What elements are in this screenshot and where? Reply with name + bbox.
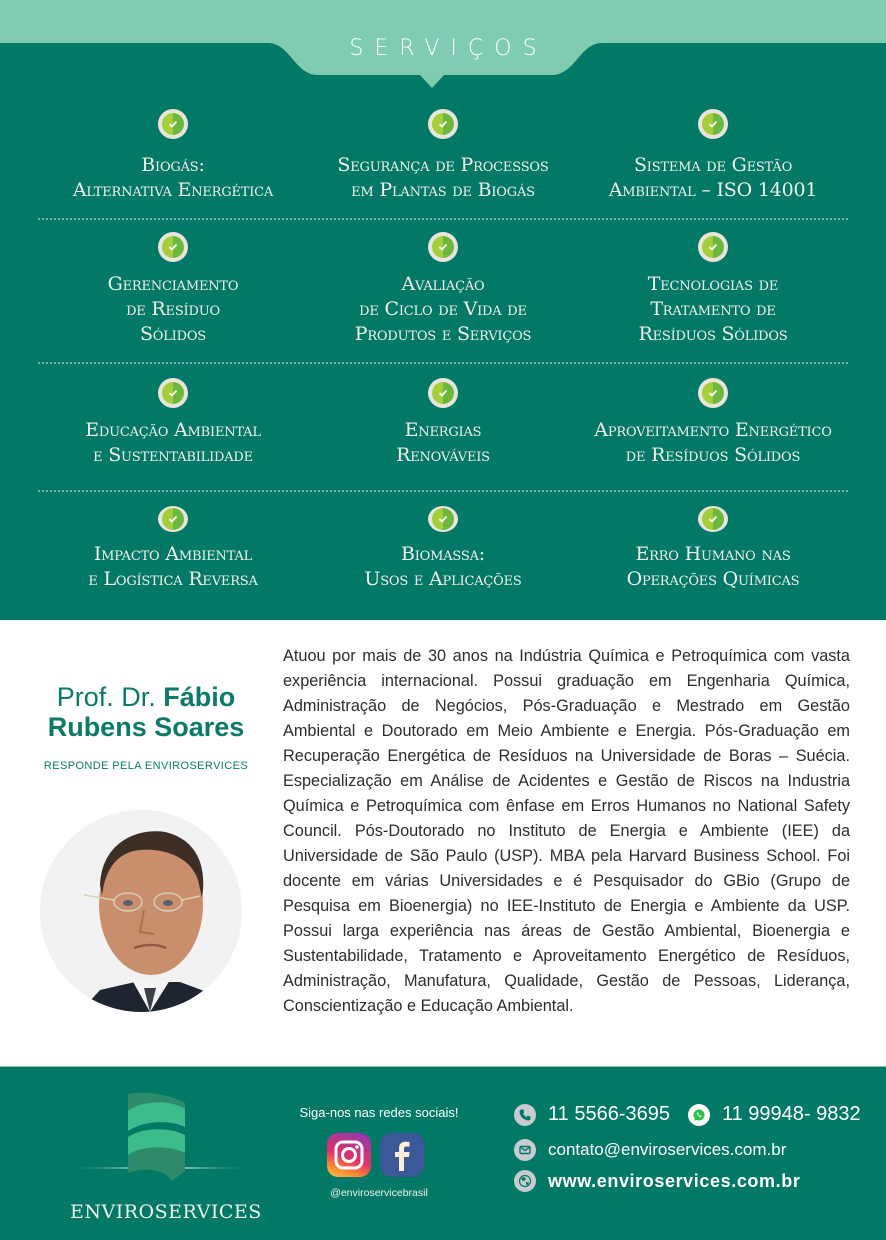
services-row bbox=[38, 220, 848, 364]
email-icon bbox=[514, 1139, 536, 1161]
portrait-illustration bbox=[40, 810, 242, 1012]
check-circle-icon bbox=[698, 378, 728, 408]
check-circle-icon bbox=[158, 506, 188, 532]
service-label: Tecnologias de Tratamento de Resíduos Sólidos bbox=[638, 273, 788, 345]
email-address[interactable]: contato@enviroservices.com.br bbox=[548, 1140, 787, 1159]
name-first: Fábio bbox=[163, 682, 236, 712]
footer bbox=[0, 1066, 886, 1240]
service-item bbox=[38, 104, 308, 220]
whatsapp-icon bbox=[688, 1104, 710, 1126]
services-row bbox=[38, 364, 848, 492]
services-title: SERVIÇOS bbox=[349, 36, 548, 61]
check-circle-icon bbox=[428, 232, 458, 262]
service-label: Sistema de Gestão Ambiental – ISO 14001 bbox=[608, 154, 818, 201]
social-handle[interactable]: @enviroservicebrasil bbox=[330, 1187, 428, 1199]
check-circle-icon bbox=[158, 232, 188, 262]
logo-text: ENVIROSERVICES bbox=[70, 1201, 262, 1223]
check-circle-icon bbox=[428, 506, 458, 532]
instagram-icon[interactable] bbox=[327, 1133, 371, 1177]
globe-icon bbox=[514, 1170, 536, 1192]
check-circle-icon bbox=[428, 378, 458, 408]
service-item bbox=[38, 492, 308, 592]
service-item bbox=[578, 492, 848, 592]
website-link[interactable]: www.enviroservices.com.br bbox=[548, 1170, 801, 1191]
profile-bio: Atuou por mais de 30 anos na Indústria Química e Petroquímica com vasta experiência internacional. Possui graduação em Engenharia Química, Administração de Negócios, Pós-Graduação e Mestrado em Gestão Ambiental e Doutorado em Meio Ambiente e Energia. Pós-Graduação em Recuperação Energética de Resíduos na Universidade de Boras – Suécia. Especialização em Análise de Acidentes e Gestão de Riscos na Industria Química e Petroquímica com ênfase em Erros Humanos no National Safety Council. Pós-Doutorado no Instituto de Energia e Ambiente (IEE) da Universidade de São Paulo (USP). MBA pela Harvard Business School. Foi docente em várias Universidades e é Pesquisador do GBio (Grupo de Pesquisa em Bioenergia) no IEE-Instituto de Energia e Ambiente da USP. Possui larga experiência nas áreas de Gestão Ambiental, Bioenergia e Sustentabilidade, Tratamento e Aproveitamento Energético de Resíduos, Administração, Manufatura, Qualidade, Gestão de Pessoas, Liderança, Conscientização e Educação Ambiental. bbox=[283, 647, 850, 1015]
check-circle-icon bbox=[698, 506, 728, 532]
service-item bbox=[578, 364, 848, 492]
service-label: Biogás: Alternativa Energética bbox=[72, 154, 274, 201]
check-circle-icon bbox=[158, 109, 188, 139]
phone-number[interactable]: 11 5566-3695 bbox=[548, 1103, 670, 1125]
services-grid bbox=[38, 104, 848, 592]
service-item bbox=[578, 104, 848, 220]
email-row bbox=[514, 1139, 786, 1161]
service-label: Avaliação de Ciclo de Vida de Produtos e Serviços bbox=[354, 273, 532, 345]
facebook-icon[interactable] bbox=[380, 1133, 424, 1177]
profile-role: RESPONDE PELA ENVIROSERVICES bbox=[43, 760, 249, 772]
profile-photo bbox=[40, 810, 242, 1012]
service-label: Impacto Ambiental e Logística Reversa bbox=[88, 543, 258, 590]
phone-icon bbox=[514, 1104, 536, 1126]
service-item bbox=[308, 492, 578, 592]
service-item bbox=[38, 364, 308, 492]
check-circle-icon bbox=[428, 109, 458, 139]
service-label: Segurança de Processos em Plantas de Biogás bbox=[337, 154, 549, 201]
service-item bbox=[38, 220, 308, 364]
service-item bbox=[308, 220, 578, 364]
service-item bbox=[308, 364, 578, 492]
service-item bbox=[308, 104, 578, 220]
services-row bbox=[38, 492, 848, 592]
website-row bbox=[514, 1170, 800, 1192]
social-label: Siga-nos nas redes sociais! bbox=[299, 1105, 459, 1120]
service-label: Biomassa: Usos e Aplicações bbox=[364, 543, 522, 590]
check-circle-icon bbox=[698, 109, 728, 139]
service-label: Erro Humano nas Operações Químicas bbox=[626, 543, 800, 590]
check-circle-icon bbox=[698, 232, 728, 262]
profile-section bbox=[0, 620, 886, 1066]
phone-row bbox=[514, 1103, 861, 1126]
enviroservices-logo bbox=[70, 1089, 262, 1223]
service-label: Educação Ambiental e Sustentabilidade bbox=[85, 419, 261, 466]
services-row bbox=[38, 104, 848, 220]
profile-name bbox=[20, 682, 272, 742]
service-item bbox=[578, 220, 848, 364]
name-last: Rubens Soares bbox=[47, 712, 245, 742]
logo-mark-icon bbox=[70, 1089, 260, 1201]
service-label: Gerenciamento de Resíduo Sólidos bbox=[107, 273, 239, 345]
name-prefix: Prof. Dr. bbox=[56, 682, 164, 712]
check-circle-icon bbox=[158, 378, 188, 408]
whatsapp-number[interactable]: 11 99948- 9832 bbox=[721, 1103, 861, 1125]
service-label: Energias Renováveis bbox=[396, 419, 490, 466]
service-label: Aproveitamento Energético de Resíduos Sólidos bbox=[594, 419, 832, 466]
